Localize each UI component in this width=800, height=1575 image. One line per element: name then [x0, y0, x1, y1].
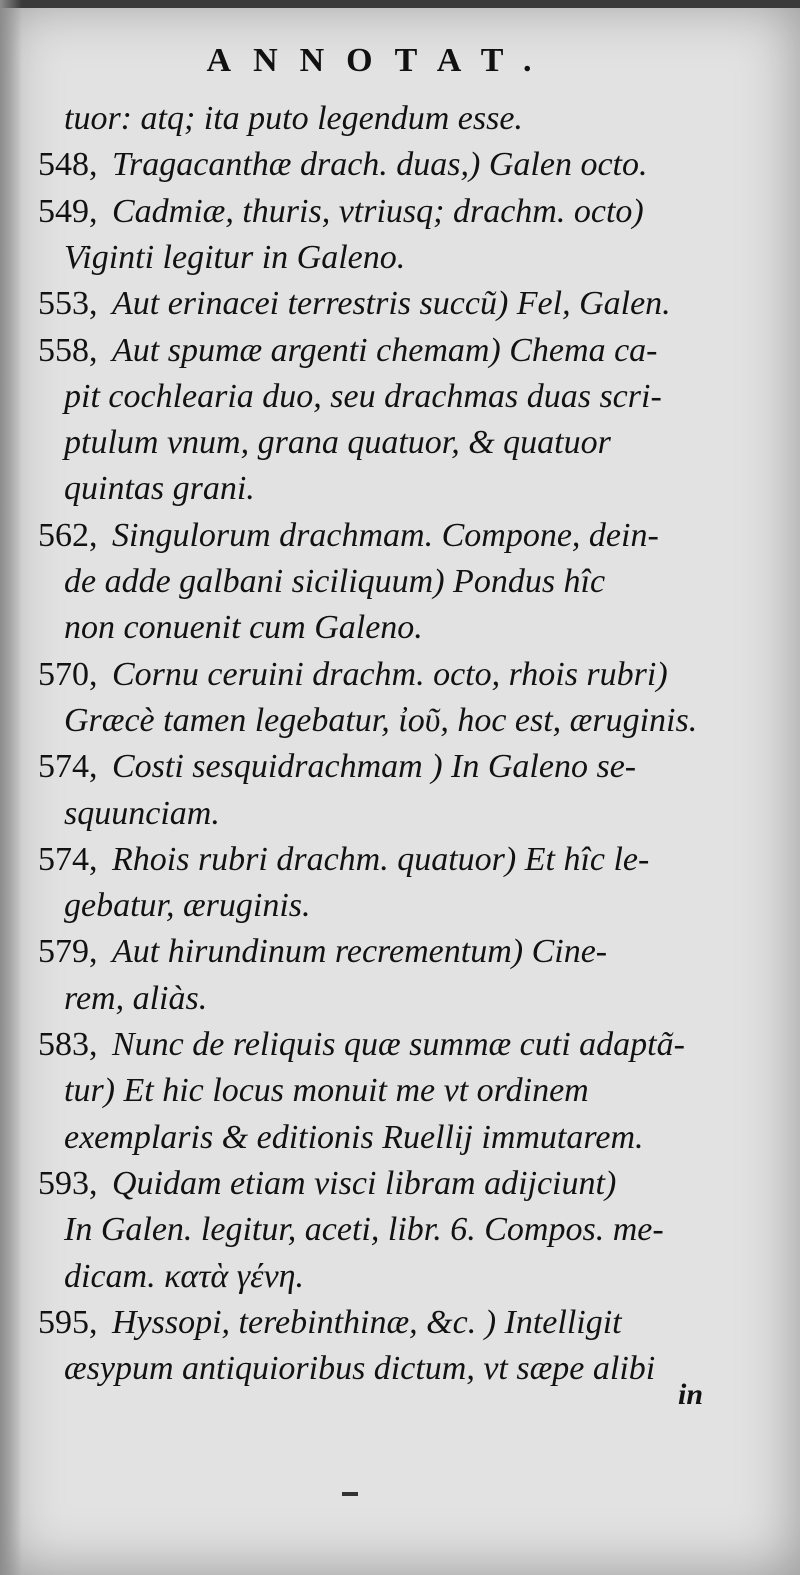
entry-text: Quidam etiam visci libram adijciunt) — [112, 1164, 617, 1202]
entry-number: 570, — [38, 655, 98, 693]
entry-text: Aut hirundinum recrementum) Cine- — [112, 933, 608, 971]
continuation-text: gebatur, æruginis. — [64, 887, 311, 925]
continuation-text: de adde galbani siciliquum) Pondus hîc — [64, 563, 606, 600]
continuation-text: exemplaris & editionis Ruellij immutarem. — [64, 1118, 644, 1156]
entry-text: Costi sesquidrachmam ) In Galeno se- — [112, 748, 637, 786]
entry-text: Rhois rubri drachm. quatuor) Et hîc le- — [112, 840, 650, 878]
entry-number: 595, — [38, 1303, 98, 1341]
entry-number: 583, — [38, 1026, 98, 1063]
continuation-text: In Galen. legitur, aceti, libr. 6. Compos. me- — [64, 1211, 664, 1249]
continuation-text: Viginti legitur in Galeno. — [64, 238, 406, 276]
continuation-text: Græcè tamen legebatur, ἰοῦ, hoc est, æruginis. — [64, 701, 698, 739]
entry-text: Nunc de reliquis quæ summæ cuti adaptã- — [112, 1026, 685, 1063]
catchword: in — [678, 1378, 704, 1411]
entry-text: Hyssopi, terebinthinæ, &c. ) Intelligit — [112, 1303, 622, 1341]
entry-number: 549, — [38, 192, 98, 230]
entry-text: Tragacanthæ drach. duas,) Galen octo. — [112, 146, 648, 184]
entry-text: Cadmiæ, thuris, vtriusq; drachm. octo) — [112, 192, 644, 230]
top-edge — [0, 0, 800, 8]
page-foot-mark — [342, 1492, 358, 1496]
continuation-text: æsypum antiquioribus dictum, vt sæpe alibi — [64, 1350, 656, 1388]
running-header: ANNOTAT. — [206, 42, 554, 79]
entry-number: 553, — [38, 285, 98, 323]
continuation-text: ptulum vnum, grana quatuor, & quatuor — [64, 424, 611, 462]
gutter-shadow — [0, 0, 22, 1575]
entry-number: 574, — [38, 840, 98, 878]
entry-text: Aut spumæ argenti chemam) Chema ca- — [112, 331, 658, 369]
continuation-text: non conuenit cum Galeno. — [64, 609, 423, 647]
entry-text: Singulorum drachmam. Compone, dein- — [112, 516, 659, 554]
entry-number: 548, — [38, 146, 98, 184]
continuation-text: squunciam. — [64, 794, 220, 832]
continuation-text: rem, aliàs. — [64, 979, 208, 1017]
entry-number: 579, — [38, 933, 98, 971]
continuation-text: tuor: atq; ita puto legendum esse. — [64, 100, 523, 137]
continuation-text: tur) Et hic locus monuit me vt ordinem — [64, 1072, 589, 1110]
entry-number: 593, — [38, 1164, 98, 1202]
entry-number: 562, — [38, 516, 98, 554]
entry-text: Cornu ceruini drachm. octo, rhois rubri) — [112, 655, 668, 693]
continuation-text: dicam. κατὰ γένη. — [64, 1257, 305, 1295]
entry-number: 558, — [38, 331, 98, 369]
entry-text: Aut erinacei terrestris succũ) Fel, Galen. — [112, 285, 671, 323]
continuation-text: quintas grani. — [64, 470, 255, 508]
entry-number: 574, — [38, 748, 98, 786]
continuation-text: pit cochlearia duo, seu drachmas duas scri- — [64, 377, 662, 415]
